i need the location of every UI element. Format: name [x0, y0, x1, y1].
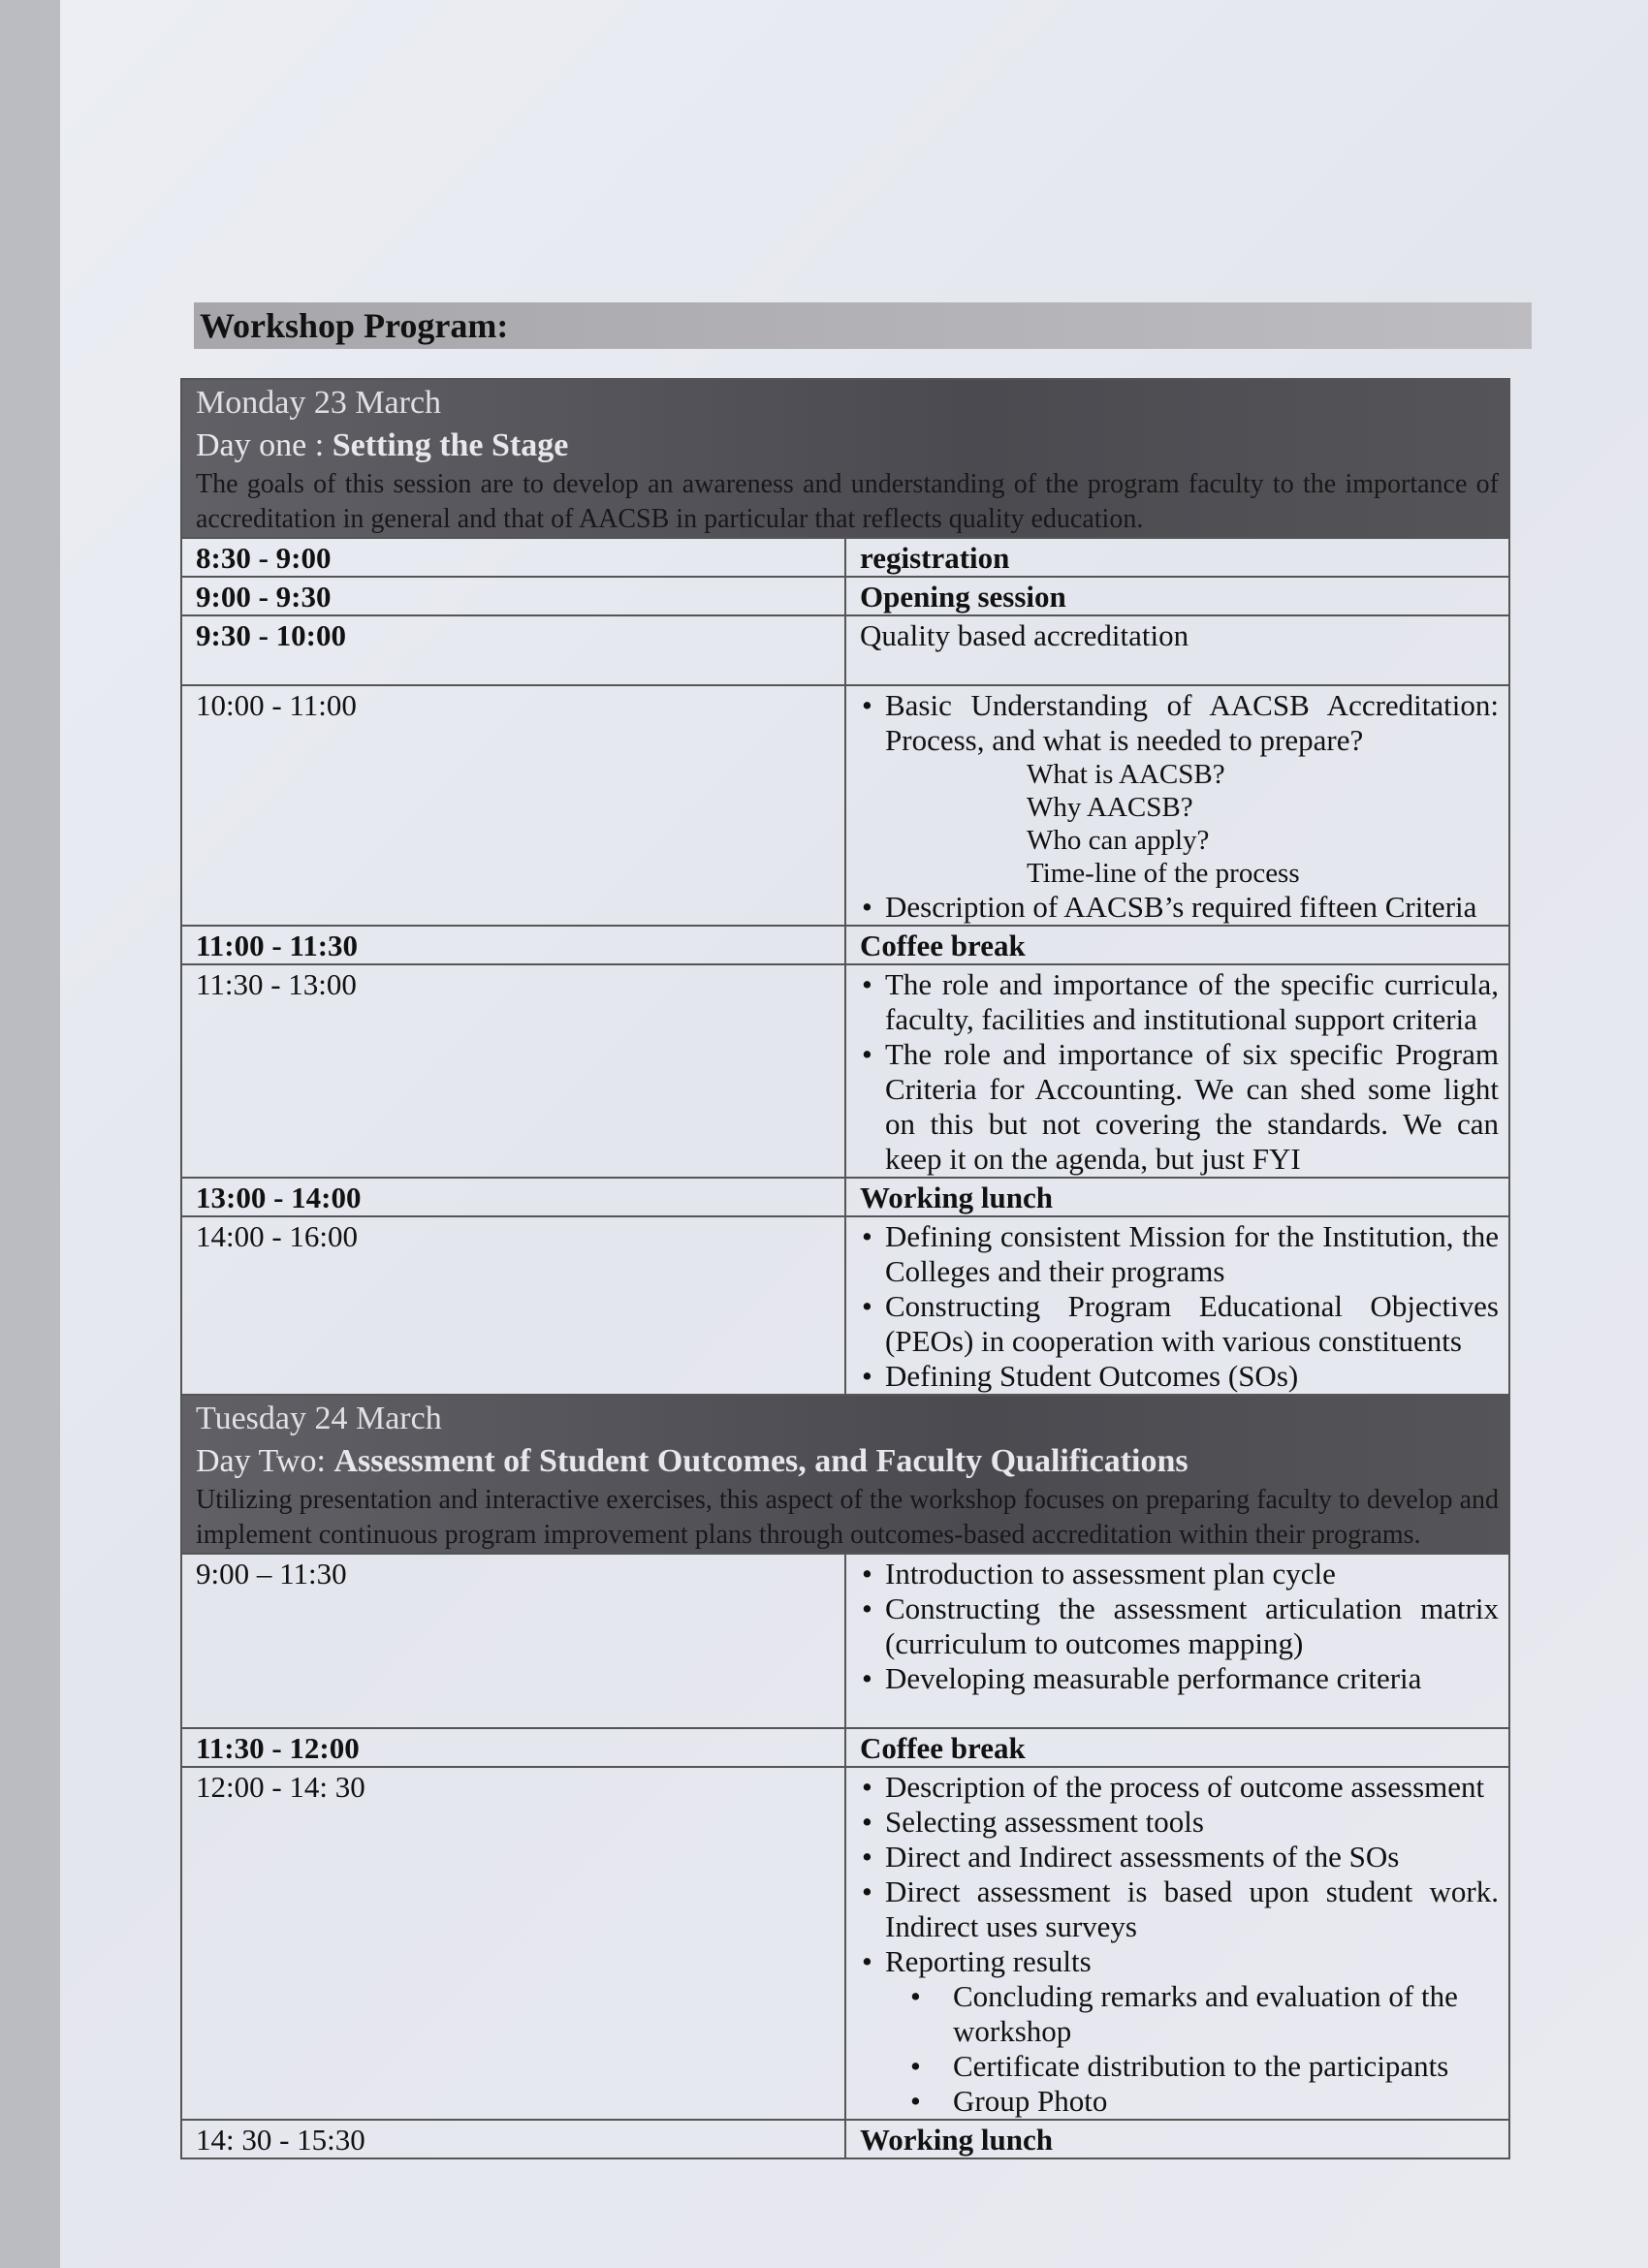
session-cell: [845, 964, 1509, 1178]
table-row: [181, 685, 1509, 926]
session-cell: registration: [845, 538, 1509, 577]
day2-header: [181, 1395, 1509, 1554]
table-row: [181, 538, 1509, 577]
time-cell: 8:30 - 9:00: [181, 538, 845, 577]
session-cell: Working lunch: [845, 2120, 1509, 2158]
list-item: • Reporting results: [860, 1944, 1499, 1979]
sub-item: Why AACSB?: [1027, 792, 1193, 823]
session-text: Quality based accreditation: [860, 618, 1189, 652]
time-cell: 13:00 - 14:00: [181, 1178, 845, 1216]
list-item: • Basic Understanding of AACSB Accreditation: Process, and what is needed to prepare?: [860, 688, 1499, 758]
time-cell: 14: 30 - 15:30: [181, 2120, 845, 2158]
day1-date: Monday 23 March: [196, 385, 442, 421]
sub-item: Time-line of the process: [1027, 858, 1300, 889]
list-item: • Defining consistent Mission for the Institution, the Colleges and their programs: [860, 1219, 1499, 1289]
day1-header-row: [181, 379, 1509, 538]
day1-title-prefix: Day one :: [196, 427, 333, 463]
day2-date: Tuesday 24 March: [196, 1401, 442, 1436]
list-item: • The role and importance of the specific curricula, faculty, facilities and institutional support criteria: [860, 967, 1499, 1037]
time-cell: 10:00 - 11:00: [181, 685, 845, 926]
table-row: [181, 577, 1509, 615]
time-cell: 9:30 - 10:00: [181, 615, 845, 685]
time-cell: 11:00 - 11:30: [181, 926, 845, 964]
time-cell: 12:00 - 14: 30: [181, 1767, 845, 2120]
list-item: • Selecting assessment tools: [860, 1805, 1499, 1840]
time-cell: 9:00 – 11:30: [181, 1554, 845, 1728]
row-spacer: [860, 653, 1499, 684]
list-item: • Introduction to assessment plan cycle: [860, 1557, 1499, 1591]
day2-title-bold: Assessment of Student Outcomes, and Faculty Qualifications: [333, 1443, 1188, 1479]
list-item: • Description of AACSB’s required fifteen Criteria: [860, 890, 1499, 925]
time-cell: 9:00 - 9:30: [181, 577, 845, 615]
sub-item: Who can apply?: [1027, 825, 1210, 856]
session-cell: [845, 1216, 1509, 1395]
sub-list-item: • Group Photo: [860, 2084, 1499, 2119]
session-cell: Coffee break: [845, 926, 1509, 964]
session-cell: [845, 685, 1509, 926]
table-row: [181, 2120, 1509, 2158]
list-item: • Constructing the assessment articulation matrix (curriculum to outcomes mapping): [860, 1591, 1499, 1661]
time-cell: 11:30 - 13:00: [181, 964, 845, 1178]
day1-title: [196, 425, 1499, 467]
sub-item: What is AACSB?: [1027, 759, 1225, 790]
list-item: • Developing measurable performance criteria: [860, 1661, 1499, 1696]
table-row: [181, 615, 1509, 685]
day2-title: [196, 1440, 1499, 1483]
day2-header-row: [181, 1395, 1509, 1554]
session-cell: Coffee break: [845, 1728, 1509, 1767]
table-row: [181, 964, 1509, 1178]
table-row: [181, 1728, 1509, 1767]
day2-goal: Utilizing presentation and interactive exercises, this aspect of the workshop focuses on preparing faculty to develop and implement continuous program improvement plans through outcomes-based accreditation within their programs.: [196, 1485, 1499, 1550]
workshop-schedule-table: [180, 378, 1510, 2159]
section-title: Workshop Program:: [194, 302, 1532, 349]
time-cell: 11:30 - 12:00: [181, 1728, 845, 1767]
table-row: [181, 1216, 1509, 1395]
sub-list-item: • Certificate distribution to the participants: [860, 2049, 1499, 2084]
list-item: • The role and importance of six specific Program Criteria for Accounting. We can shed some light on this but not covering the standards. We can keep it on the agenda, but just FYI: [860, 1037, 1499, 1177]
session-cell: [845, 1554, 1509, 1728]
sub-list-item: • Concluding remarks and evaluation of the workshop: [860, 1979, 1499, 2049]
scan-left-edge: [0, 0, 60, 2268]
list-item: • Description of the process of outcome assessment: [860, 1770, 1499, 1805]
session-cell: Working lunch: [845, 1178, 1509, 1216]
list-item: • Direct assessment is based upon student work. Indirect uses surveys: [860, 1874, 1499, 1944]
table-row: [181, 1554, 1509, 1728]
session-cell: [845, 1767, 1509, 2120]
day2-title-prefix: Day Two:: [196, 1443, 334, 1479]
session-cell: Opening session: [845, 577, 1509, 615]
day1-title-bold: Setting the Stage: [332, 427, 569, 463]
list-item: • Direct and Indirect assessments of the SOs: [860, 1840, 1499, 1874]
table-row: [181, 926, 1509, 964]
list-item: • Constructing Program Educational Objectives (PEOs) in cooperation with various constituents: [860, 1289, 1499, 1359]
session-cell: [845, 615, 1509, 685]
table-row: [181, 1178, 1509, 1216]
day1-header: [181, 379, 1509, 538]
day1-goal: The goals of this session are to develop an awareness and understanding of the program faculty to the importance of accreditation in general and that of AACSB in particular that reflects quality education.: [196, 469, 1499, 534]
row-spacer: [860, 1696, 1499, 1727]
list-item: • Defining Student Outcomes (SOs): [860, 1359, 1499, 1394]
time-cell: 14:00 - 16:00: [181, 1216, 845, 1395]
table-row: [181, 1767, 1509, 2120]
